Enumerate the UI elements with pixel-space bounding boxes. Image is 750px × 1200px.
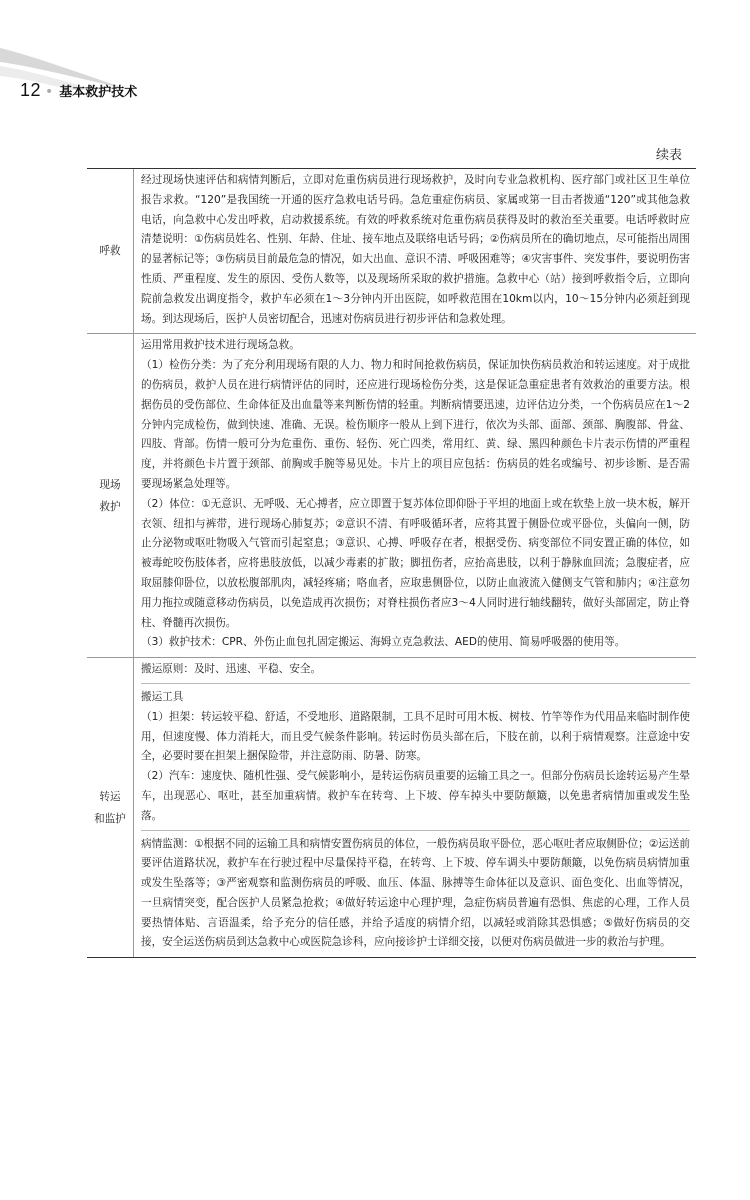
row-label-call (87, 169, 134, 333)
row-label-onsite (87, 334, 134, 657)
row-label-onsite-text (99, 474, 120, 518)
running-head (20, 80, 137, 102)
table-row-call-for-help (87, 169, 696, 333)
row-body-call (134, 169, 696, 333)
row-label-transport (87, 658, 134, 957)
call-paragraph: 经过现场快速评估和病情判断后，立即对危重伤病员进行现场救护，及时向专业急救机构、医疗部门或社区卫生单位报告求救。“120”是我国统一开通的医疗急救电话号码。急危重症伤病员、家属或第一目击者拨通“120”或其他急救电话，向急救中心发出呼救，启动救援系统。有效的呼救系统对危重伤病员获得及时的救治至关重要。电话呼救时应清楚说明：①伤病员姓名、性别、年龄、住址、接车地点及联络电话号码；②伤病员所在的确切地点，尽可能指出周围的显著标记等；③伤病员目前最危急的情况，如大出血、意识不清、呼吸困难等；④灾害事件、突发事件，要说明伤害性质、严重程度、发生的原因、受伤人数等，以及现场所采取的救护措施。急救中心（站）接到呼救指令后，立即向院前急救发出调度指令，救护车必须在1～3分钟内开出医院，如呼救范围在10km以内，10～15分钟内必须赶到现场。到达现场后，医护人员密切配合，迅速对伤病员进行初步评估和急救处理。 (141, 174, 690, 325)
row-label-transport-text (94, 786, 126, 830)
transport-vehicle-paragraph: （2）汽车：速度快、随机性强、受气候影响小，是转运伤病员重要的运输工具之一。但部分伤病员长途转运易产生晕车，出现恶心、呕吐，甚至加重病情。救护车在转弯、上下坡、停车掉头中要防颠簸，以免患者病情加重或发生坠落。 (141, 770, 690, 822)
row-label-onsite-line2: 救护 (99, 500, 121, 513)
transport-principle: 搬运原则：及时、迅速、平稳、安全。 (141, 663, 322, 676)
transport-stretcher-paragraph: （1）担架：转运较平稳、舒适，不受地形、道路限制，工具不足时可用木板、树枝、竹竿等作为代用品来临时制作使用，但速度慢、体力消耗大，而且受气候条件影响。转运时伤员头部在后，下肢在前，以利于病情观察。注意途中安全，必要时要在担架上捆保险带，并注意防雨、防暑、防寒。 (141, 710, 690, 763)
row-label-call-text: 呼救 (99, 245, 121, 258)
transport-monitoring-paragraph: 病情监测：①根据不同的运输工具和病情安置伤病员的体位，一般伤病员取平卧位，恶心呕吐者应取侧卧位；②运送前要评估道路状况，救护车在行驶过程中尽量保持平稳，在转弯、上下坡、停车调头中要防颠簸，以免伤病员病情加重或发生坠落等；③严密观察和监测伤病员的呼吸、血压、体温、脉搏等生命体征以及意识、面色变化、出血等情况，一旦病情突变，配合医护人员紧急抢救；④做好转运途中心理护理，急症伤病员普遍有恐惧、焦虑的心理，工作人员要热情体贴、言语温柔，给予充分的信任感，并给予适度的病情介绍，以减轻或消除其恐惧感；⑤做好伤病员的交接，安全运送伤病员到达急救中心或医院急诊科，应向接诊护士详细交接，以便对伤病员做进一步的救治与护理。 (141, 837, 690, 949)
transport-tools-title: 搬运工具 (141, 690, 184, 703)
row-label-transport-line1: 转运 (99, 790, 121, 803)
header-separator-dot: • (45, 84, 54, 100)
row-body-transport (134, 658, 696, 957)
row-label-onsite-line1: 现场 (99, 478, 121, 491)
transport-tools-section (141, 683, 690, 827)
row-label-transport-line2: 和监护 (94, 812, 126, 825)
row-body-onsite (134, 334, 696, 657)
onsite-position-paragraph: （2）体位：①无意识、无呼吸、无心搏者，应立即置于复苏体位即仰卧于平坦的地面上或在软垫上放一块木板，解开衣领、纽扣与裤带，进行现场心肺复苏；②意识不清、有呼吸循环者，应将其置于侧卧位或平卧位，头偏向一侧，防止分泌物或呕吐物吸入气管而引起窒息；③意识、心搏、呼吸存在者，根据受伤、病变部位不同安置正确的体位，如被毒蛇咬伤肢体者，应将患肢放低，以减少毒素的扩散；脚扭伤者，应抬高患肢，以利于静脉血回流；急腹症者，应取屈膝仰卧位，以放松腹部肌肉，减轻疼痛；咯血者，应取患侧卧位，以防止血液流入健侧支气管和肺内；④注意勿用力拖拉或随意移动伤病员，以免造成再次损伤；对脊柱损伤者应3～4人同时进行轴线翻转，做好头部固定，防止脊柱、脊髓再次损伤。 (141, 497, 690, 629)
onsite-triage-paragraph: （1）检伤分类：为了充分利用现场有限的人力、物力和时间抢救伤病员，保证加快伤病员救治和转运速度。对于成批的伤病员，救护人员在进行病情评估的同时，还应进行现场检伤分类，这是保证急重症患者有效救治的重要方法。根据伤员的受伤部位、生命体征及出血量等来判断伤情的轻重。判断病情要迅速，边评估边分类，一个伤病员应在1～2分钟内完成检伤，做到快速、准确、无误。检伤顺序一般从上到下进行，依次为头部、面部、颈部、胸腹部、骨盆、四肢、背部。伤情一般可分为危重伤、重伤、轻伤、死亡四类，常用红、黄、绿、黑四种颜色卡片表示伤情的严重程度，并将颜色卡片置于颈部、前胸或手腕等易见处。卡片上的项目应包括：伤病员的姓名或编号、初步诊断、是否需要现场紧急处理等。 (141, 359, 690, 490)
decorative-corner-swoosh (0, 0, 130, 90)
page-number: 12 (20, 80, 42, 100)
table-row-transport-monitoring (87, 657, 696, 957)
transport-monitoring-section (141, 830, 690, 954)
onsite-techniques-paragraph: （3）救护技术：CPR、外伤止血包扎固定搬运、海姆立克急救法、AED的使用、简易呼吸器的使用等。 (141, 636, 626, 649)
transport-principle-section (141, 660, 690, 680)
onsite-intro: 运用常用救护技术进行现场急救。 (141, 339, 300, 352)
emergency-care-table (87, 168, 696, 958)
chapter-title: 基本救护技术 (59, 85, 138, 100)
table-continued-label: 续表 (655, 148, 682, 163)
table-row-onsite-care (87, 333, 696, 657)
